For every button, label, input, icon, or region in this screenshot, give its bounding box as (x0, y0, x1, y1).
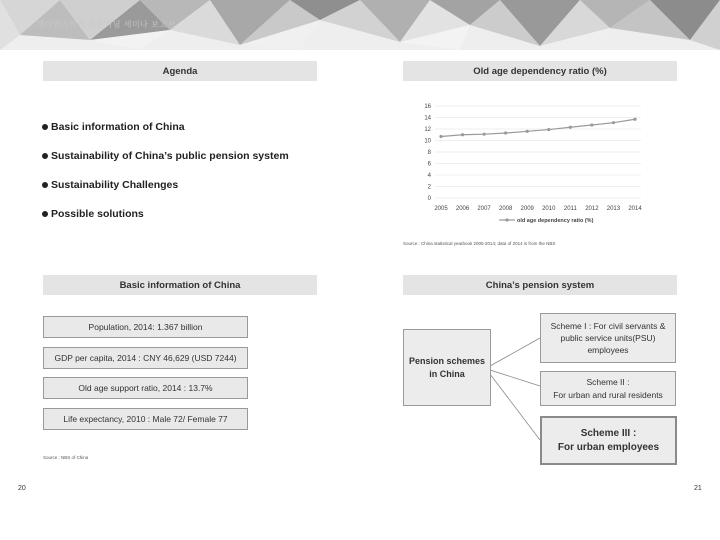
agenda-item-label: Sustainability of China’s public pension system (51, 149, 289, 162)
scheme-2-line: Scheme II : (586, 376, 630, 387)
pension-schemes-line: in China (429, 369, 465, 379)
x-tick-label: 2005 (434, 206, 448, 212)
scheme-2-box (540, 371, 676, 406)
agenda-header: Agenda (43, 61, 317, 81)
legend-label: old age dependency ratio (%) (517, 218, 594, 224)
x-tick-label: 2011 (563, 206, 577, 212)
population-box: Population, 2014: 1.367 billion (43, 316, 248, 338)
x-tick-label: 2014 (628, 206, 642, 212)
banner-title: 제이앤커리어 오픈기념 세미나 보고서 (36, 20, 176, 29)
scheme-1-line: employees (587, 345, 629, 355)
x-tick-label: 2007 (477, 206, 491, 212)
left-source-note: Source : NBS of China (43, 455, 89, 460)
x-tick-label: 2006 (455, 206, 470, 212)
y-tick-label: 8 (427, 150, 431, 156)
y-tick-label: 2 (427, 184, 431, 191)
agenda-item-label: Basic information of China (51, 120, 185, 133)
y-tick-label: 0 (427, 196, 431, 202)
scheme-3-line: Scheme III : (580, 427, 637, 439)
page-number-right: 21 (694, 485, 702, 492)
scheme-1-line: public service units(PSU) (560, 333, 656, 343)
chart-header: Old age dependency ratio (%) (403, 61, 677, 81)
pension-header: China’s pension system (403, 275, 677, 295)
scheme-3-line: For urban employees (557, 441, 660, 453)
scheme-2-line: For urban and rural residents (553, 389, 663, 400)
y-tick-label: 12 (424, 127, 431, 133)
x-tick-label: 2010 (542, 206, 556, 212)
pension-schemes-line: Pension schemes (408, 356, 486, 366)
scheme-1-box (540, 313, 676, 363)
y-tick-label: 16 (424, 104, 431, 110)
y-tick-label: 4 (427, 173, 431, 179)
agenda-item-label: Possible solutions (51, 207, 144, 220)
scheme-3-box (540, 416, 677, 465)
basic-info-header: Basic information of China (43, 275, 317, 295)
life-expectancy-box: Life expectancy, 2010 : Male 72/ Female 77 (43, 408, 248, 430)
y-tick-label: 10 (424, 138, 431, 145)
gdp-box: GDP per capita, 2014 : CNY 46,629 (USD 7244) (43, 347, 248, 369)
x-tick-label: 2008 (498, 206, 513, 212)
agenda-item-label: Sustainability Challenges (51, 178, 179, 191)
x-tick-label: 2009 (520, 206, 534, 212)
support-ratio-box: Old age support ratio, 2014 : 13.7% (43, 377, 248, 399)
scheme-1-line: Scheme I : For civil servants & (550, 321, 666, 331)
chart-source-note: Source : China statistical yearbook 2005-2014; data of 2014 is from the NBS (403, 241, 556, 246)
y-tick-label: 6 (427, 161, 431, 168)
x-tick-label: 2013 (606, 206, 621, 212)
y-tick-label: 14 (424, 115, 431, 122)
x-tick-label: 2012 (585, 206, 599, 212)
pension-schemes-box (403, 329, 491, 406)
page-number-left: 20 (18, 485, 26, 492)
